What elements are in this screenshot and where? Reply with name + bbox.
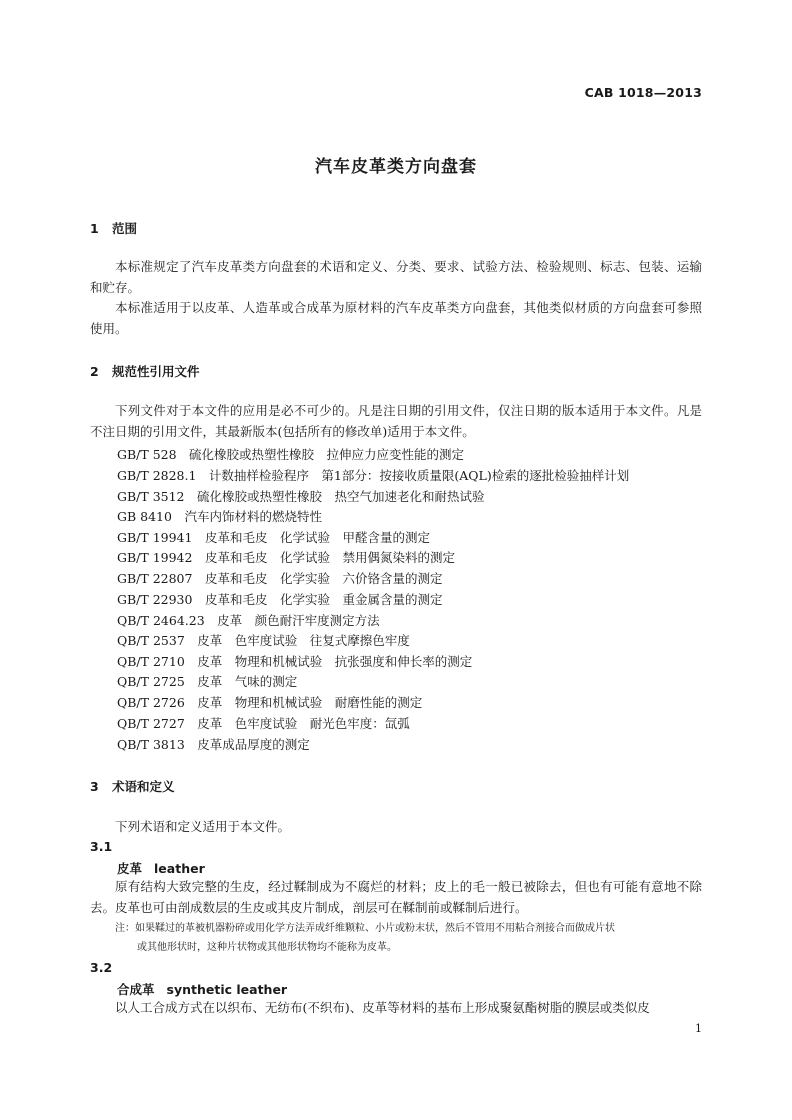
term-english: leather: [154, 861, 205, 876]
reference-item: GB/T 19941 皮革和毛皮 化学试验 甲醛含量的测定: [117, 530, 430, 545]
document-title: 汽车皮革类方向盘套: [315, 157, 477, 177]
paragraph: 下列文件对于本文件的应用是必不可少的。凡是注日期的引用文件，仅注日期的版本适用于本文件。凡是不注日期的引用文件，其最新版本(包括所有的修改单)适用于本文件。: [90, 403, 702, 439]
reference-item: QB/T 3813 皮革成品厚度的测定: [117, 737, 310, 752]
paragraph: 本标准适用于以皮革、人造革或合成革为原材料的汽车皮革类方向盘套，其他类似材质的方向盘套可参照使用。: [90, 300, 702, 336]
section-2-heading: [90, 362, 200, 380]
reference-item: GB/T 22807 皮革和毛皮 化学实验 六价铬含量的测定: [117, 571, 443, 586]
paragraph: 本标准规定了汽车皮革类方向盘套的术语和定义、分类、要求、试验方法、检验规则、标志、包装、运输和贮存。: [90, 259, 702, 295]
paragraph: 下列术语和定义适用于本文件。: [115, 819, 291, 834]
term-chinese: 合成革: [117, 982, 155, 997]
note: [115, 919, 705, 957]
term-definition: 原有结构大致完整的生皮，经过鞣制成为不腐烂的材料；皮上的毛一般已被除去，但也有可能有意地不除去。皮革也可由剖成数层的生皮或其皮片制成，剖层可在鞣制前或鞣制后进行。: [90, 879, 702, 915]
section-1-heading: [90, 219, 137, 237]
term-entry: [117, 980, 287, 998]
reference-item: QB/T 2710 皮革 物理和机械试验 抗张强度和伸长率的测定: [117, 654, 473, 669]
section-number: 1: [90, 221, 99, 236]
section-title: 术语和定义: [112, 779, 175, 794]
reference-item: QB/T 2537 皮革 色牢度试验 往复式摩擦色牢度: [117, 633, 410, 648]
clause-number: 3.1: [90, 839, 113, 854]
note-line: 或其他形状时，这种片状物或其他形状物均不能称为皮革。: [137, 942, 397, 953]
term-entry: [117, 859, 205, 877]
reference-item: QB/T 2464.23 皮革 颜色耐汗牢度测定方法: [117, 613, 380, 628]
page-number: 1: [695, 1022, 702, 1035]
reference-item: QB/T 2725 皮革 气味的测定: [117, 674, 298, 689]
term-chinese: 皮革: [117, 861, 143, 876]
section-3-heading: [90, 777, 175, 795]
standard-code: CAB 1018—2013: [584, 85, 702, 100]
reference-item: GB/T 19942 皮革和毛皮 化学试验 禁用偶氮染料的测定: [117, 550, 455, 565]
section-number: 2: [90, 364, 99, 379]
reference-item: GB/T 3512 硫化橡胶或热塑性橡胶 热空气加速老化和耐热试验: [117, 489, 485, 504]
reference-item: GB/T 2828.1 计数抽样检验程序 第1部分：按接收质量限(AQL)检索的逐批检验抽样计划: [117, 468, 630, 483]
note-line: 注：如果鞣过的革被机器粉碎或用化学方法弄成纤维颗粒、小片或粉末状，然后不管用不用粘合剂接合而做成片状: [115, 923, 615, 934]
term-english: synthetic leather: [166, 982, 288, 997]
section-number: 3: [90, 779, 99, 794]
section-title: 规范性引用文件: [112, 364, 200, 379]
clause-number: 3.2: [90, 960, 113, 975]
reference-item: GB 8410 汽车内饰材料的燃烧特性: [117, 509, 322, 524]
section-title: 范围: [112, 221, 138, 236]
reference-item: GB/T 528 硫化橡胶或热塑性橡胶 拉伸应力应变性能的测定: [117, 447, 465, 462]
term-definition: 以人工合成方式在以织布、无纺布(不织布)、皮革等材料的基布上形成聚氨酯树脂的膜层或类似皮: [115, 1000, 650, 1015]
reference-item: QB/T 2726 皮革 物理和机械试验 耐磨性能的测定: [117, 695, 423, 710]
reference-item: QB/T 2727 皮革 色牢度试验 耐光色牢度：氙弧: [117, 716, 410, 731]
reference-item: GB/T 22930 皮革和毛皮 化学实验 重金属含量的测定: [117, 592, 443, 607]
